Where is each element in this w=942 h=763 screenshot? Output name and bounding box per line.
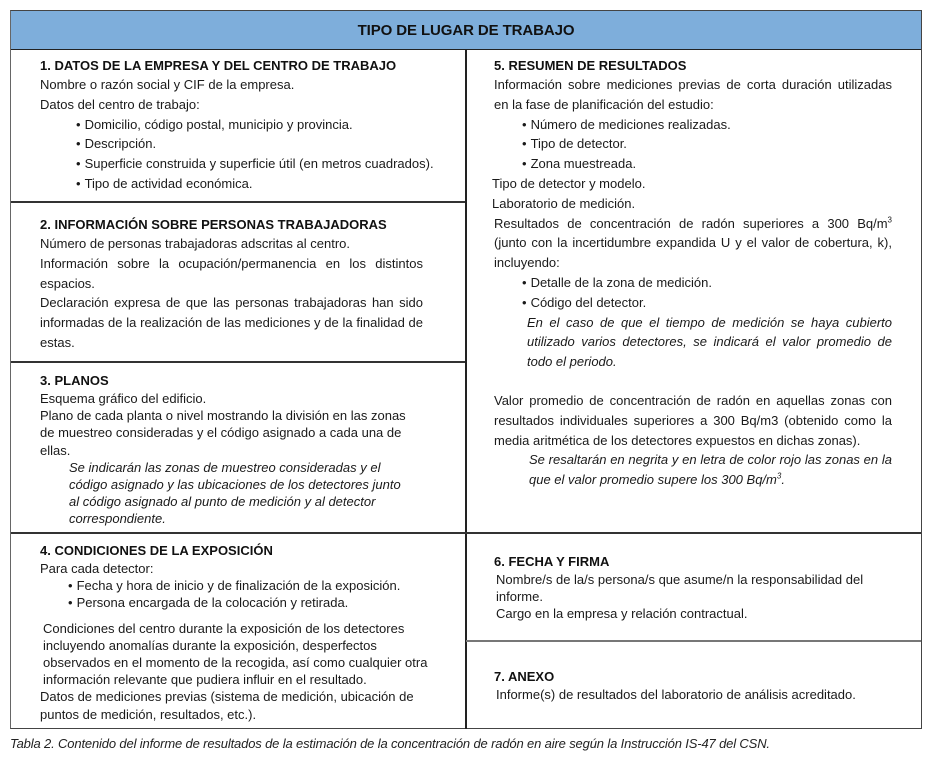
bullet-item: • Tipo de actividad económica. [40, 174, 450, 194]
section-title: 5. RESUMEN DE RESULTADOS [494, 58, 687, 73]
text-line: Información sobre la ocupación/permanencia en los distintos espacios. [40, 255, 423, 291]
note-text [494, 450, 892, 490]
section-date-signature [494, 553, 894, 623]
section-workers-info [40, 216, 423, 353]
text-line: Nombre o razón social y CIF de la empresa. [40, 77, 295, 92]
table-caption: Tabla 2. Contenido del informe de resultados de la estimación de la concentración de radón en aire según la Instrucción IS-47 del CSN. [10, 736, 770, 751]
text-line: Condiciones del centro durante la exposición de los detectores incluyendo anomalías durante la exposición, desperfectos observados en el momento de la recogida, así como cualquier otra información relevante que pudiera influir en el resultado. [43, 620, 428, 688]
text-line: Tipo de detector y modelo. [492, 175, 646, 191]
bullet-item: • Fecha y hora de inicio y de finalización de la exposición. [40, 577, 435, 594]
bullet-item: • Superficie construida y superficie útil (en metros cuadrados). [40, 154, 450, 174]
results-text-main: Resultados de concentración de radón superiores a 300 Bq/m [494, 215, 888, 231]
report-content-table [10, 10, 922, 729]
bullet-item: • Detalle de la zona de medición. [494, 273, 892, 293]
text-line: Declaración expresa de que las personas trabajadoras han sido informadas de la realización de las mediciones y de la finalidad de estas. [40, 295, 423, 350]
text-line: Nombre/s de la/s persona/s que asume/n la responsabilidad del informe. [496, 572, 864, 605]
superscript: 3 [776, 471, 782, 481]
section-title: 6. FECHA Y FIRMA [494, 554, 610, 569]
text-line: Esquema gráfico del edificio. [40, 391, 207, 406]
bullet-item: • Descripción. [40, 134, 450, 154]
text-line: Laboratorio de medición. [492, 195, 636, 211]
table-header: TIPO DE LUGAR DE TRABAJO [11, 11, 921, 50]
bullet-item: • Persona encargada de la colocación y retirada. [40, 594, 435, 611]
row-divider [466, 640, 921, 642]
section-annex [494, 668, 894, 703]
section-exposure-conditions [40, 542, 435, 723]
bullet-item: • Domicilio, código postal, municipio y provincia. [40, 115, 450, 135]
section-title: 1. DATOS DE LA EMPRESA Y DEL CENTRO DE TRABAJO [40, 58, 397, 73]
text-line: Para cada detector: [40, 561, 154, 576]
section-title: 4. CONDICIONES DE LA EXPOSICIÓN [40, 543, 273, 558]
note-text-main: Se resaltarán en negrita y en letra de color rojo las zonas en la que el valor promedio supere los 300 Bq/m [529, 452, 892, 488]
text-line: (junto con la incertidumbre expandida U y el valor de cobertura, k), incluyendo: [494, 235, 892, 271]
bullet-item: • Número de mediciones realizadas. [494, 115, 892, 135]
section-company-data [40, 57, 450, 194]
section-plans [40, 372, 420, 528]
section-results-summary [494, 57, 892, 490]
superscript: 3 [887, 215, 892, 225]
text-line: Datos de mediciones previas (sistema de medición, ubicación de puntos de medición, resultados, etc.). [40, 689, 414, 722]
text-line: Datos del centro de trabajo: [40, 96, 200, 112]
row-divider [11, 201, 465, 203]
results-text [494, 214, 892, 234]
text-line: Cargo en la empresa y relación contractual. [496, 606, 748, 622]
row-divider [11, 361, 465, 363]
text-line: Informe(s) de resultados del laboratorio de análisis acreditado. [496, 687, 856, 702]
bullet-item: • Zona muestreada. [494, 154, 892, 174]
note-text: Se indicarán las zonas de muestreo consideradas y el código asignado y las ubicaciones de los detectores junto al código asignado al punto de medición y al detector correspondiente. [69, 459, 401, 527]
row-divider [11, 532, 921, 534]
text-line: Plano de cada planta o nivel mostrando la división en las zonas de muestreo consideradas y el código asignado a cada una de ellas. [40, 408, 406, 458]
bullet-item: • Código del detector. [494, 293, 892, 313]
text-line: Número de personas trabajadoras adscritas al centro. [40, 236, 350, 251]
section-title: 2. INFORMACIÓN SOBRE PERSONAS TRABAJADORAS [40, 217, 387, 232]
column-divider [465, 50, 467, 729]
section-title: 3. PLANOS [40, 373, 109, 388]
text-line: Información sobre mediciones previas de corta duración utilizadas en la fase de planificación del estudio: [494, 77, 892, 112]
note-text-end: . [781, 472, 785, 488]
section-title: 7. ANEXO [494, 669, 555, 684]
text-line: Valor promedio de concentración de radón en aquellas zonas con resultados individuales superiores a 300 Bq/m3 (obtenido como la media aritmética de los detectores expuestos en dichas zonas). [494, 392, 892, 448]
bullet-item: • Tipo de detector. [494, 134, 892, 154]
note-text: En el caso de que el tiempo de medición se haya cubierto utilizado varios detectores, se indicará el valor promedio de todo el periodo. [527, 314, 892, 370]
